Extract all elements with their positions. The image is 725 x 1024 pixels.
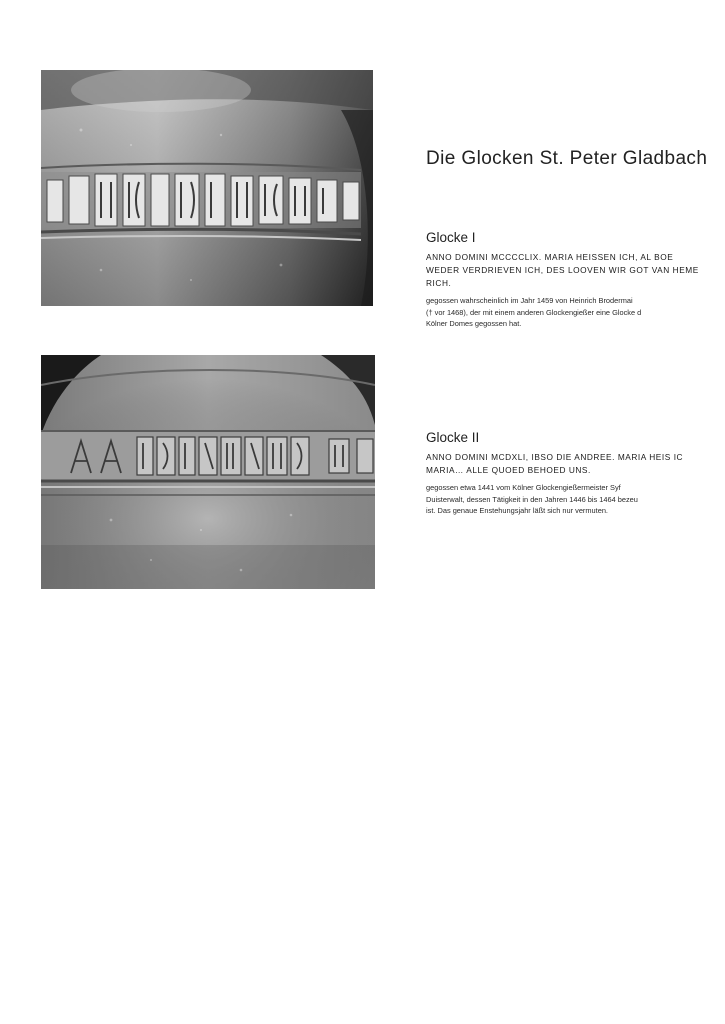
inscription-line: ANNO DOMINI MCCCCLIX. MARIA HEISSEN ICH, AL BOE	[426, 252, 674, 262]
bell-inscription	[426, 251, 725, 290]
inscription-line: MARIA… ALLE QUOED BEHOED UNS.	[426, 465, 591, 475]
description-line: Kölner Domes gegossen hat.	[426, 319, 522, 328]
bell-heading: Glocke I	[426, 230, 476, 245]
bell-photo-2	[41, 355, 375, 589]
bell-photo-1	[41, 70, 373, 306]
description-line: Duisterwalt, dessen Tätigkeit in den Jahren 1446 bis 1464 bezeu	[426, 494, 638, 504]
bell-section-1	[426, 230, 725, 330]
inscription-line: ANNO DOMINI MCDXLI, IBSO DIE ANDREE. MARIA HEIS IC	[426, 452, 684, 462]
inscription-line: RICH.	[426, 278, 452, 288]
description-line: († vor 1468), der mit einem anderen Glockengießer eine Glocke d	[426, 307, 642, 317]
description-line: gegossen wahrscheinlich im Jahr 1459 von Heinrich Brodermai	[426, 296, 633, 305]
bell-heading: Glocke II	[426, 430, 480, 445]
bell-inscription	[426, 451, 725, 477]
bell-description	[426, 295, 725, 330]
inscription-line: WEDER VERDRIEVEN ICH, DES LOOVEN WIR GOT VAN HEME	[426, 265, 699, 275]
bell-section-2	[426, 430, 725, 517]
description-line: ist. Das genaue Enstehungsjahr läßt sich nur vermuten.	[426, 506, 608, 515]
description-line: gegossen etwa 1441 vom Kölner Glockengießermeister Syf	[426, 483, 621, 492]
bell-description	[426, 482, 725, 517]
page-title: Die Glocken St. Peter Gladbach	[426, 148, 708, 169]
